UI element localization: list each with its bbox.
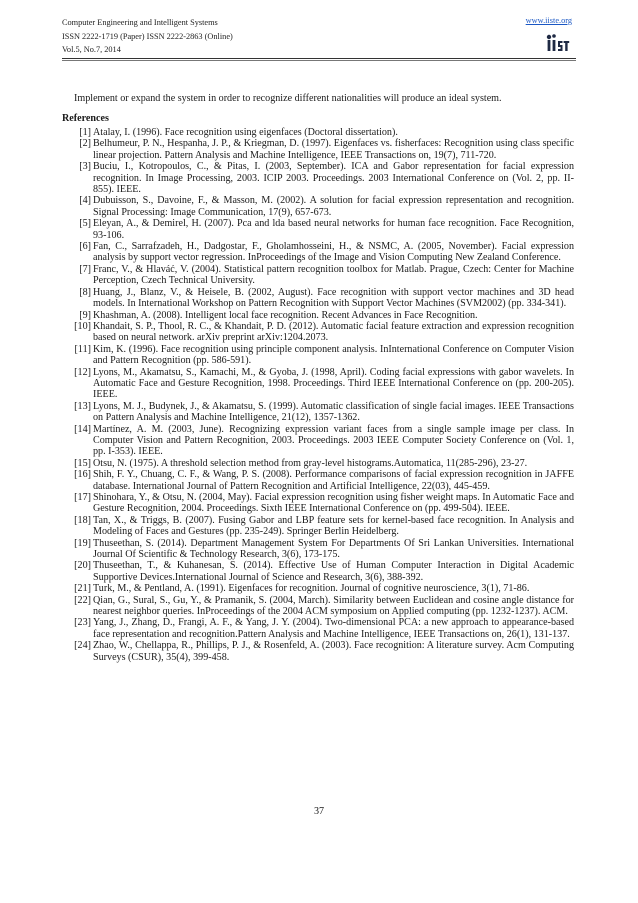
journal-volume: Vol.5, No.7, 2014: [62, 45, 121, 55]
reference-number: [1]: [79, 127, 91, 138]
reference-number: [7]: [79, 263, 91, 275]
journal-url-link[interactable]: www.iiste.org: [525, 16, 572, 25]
reference-text: Lyons, M. J., Budynek, J., & Akamatsu, S. (1999). Automatic classification of single facial images. IEEE Transactions on Pattern Analysis and Machine Intelligence, 21(12), 1357-1362.: [93, 400, 574, 424]
reference-item: [62, 617, 574, 640]
reference-text: Martínez, A. M. (2003, June). Recognizing expression variant faces from a single sample image per class. In Computer Vision and Pattern Recognition, 2003. Proceedings. 2003 IEEE Computer Society Conference on (Vol. 1, pp. I-353). IEEE.: [93, 423, 574, 458]
reference-item: [62, 138, 574, 161]
reference-text: Tan, X., & Triggs, B. (2007). Fusing Gabor and LBP feature sets for kernel-based face recognition. In Analysis and Modeling of Faces and Gestures (pp. 235-249). Springer Berlin Heidelberg.: [93, 514, 574, 538]
reference-list: [62, 127, 574, 663]
references-heading: References: [62, 113, 109, 124]
header-divider: [62, 58, 576, 59]
reference-item: [62, 492, 574, 515]
reference-item: [62, 287, 574, 310]
reference-number: [18]: [74, 514, 91, 526]
reference-text: Thuseethan, S. (2014). Department Management System For Departments Of Sri Lankan Universities. International Journal Of Scientific & Technology Research, 3(6), 173-175.: [93, 537, 574, 561]
reference-text: Franc, V., & Hlaváć, V. (2004). Statistical pattern recognition toolbox for Matlab. Prague, Czech: Center for Machine Perception, Czech Technical University.: [93, 263, 574, 287]
reference-item: [62, 538, 574, 561]
reference-text: Thuseethan, T., & Kuhanesan, S. (2014). Effective Use of Human Computer Interaction in Digital Academic Supportive Devices.International Journal of Science and Research, 3(6), 388-392.: [93, 560, 574, 583]
journal-header: [62, 16, 233, 57]
reference-number: [13]: [74, 400, 91, 412]
reference-item: [62, 560, 574, 583]
reference-item: [62, 515, 574, 538]
reference-item: [62, 344, 574, 367]
reference-number: [11]: [74, 343, 91, 355]
reference-item: [62, 241, 574, 264]
reference-number: [2]: [79, 138, 91, 150]
reference-text: Belhumeur, P. N., Hespanha, J. P., & Kriegman, D. (1997). Eigenfaces vs. fisherfaces: Recognition using class specific linear projection. Pattern Analysis and Machine Intelligence, IEEE Transactions on, 19(7), 711-720.: [93, 138, 574, 161]
reference-item: [62, 469, 574, 492]
reference-number: [20]: [74, 560, 91, 572]
reference-number: [6]: [79, 241, 91, 253]
header-divider-thin: [62, 60, 576, 61]
reference-text: Lyons, M., Akamatsu, S., Kamachi, M., & Gyoba, J. (1998, April). Coding facial expressions with gabor wavelets. In Automatic Face and Gesture Recognition, 1998. Proceedings. Third IEEE International Conference on (pp. 200-205). IEEE.: [93, 366, 574, 401]
reference-item: [62, 264, 574, 287]
reference-item: [62, 401, 574, 424]
reference-text: Turk, M., & Pentland, A. (1991). Eigenfaces for recognition. Journal of cognitive neuroscience, 3(1), 71-86.: [93, 583, 530, 595]
reference-text: Shinohara, Y., & Otsu, N. (2004, May). Facial expression recognition using fisher weight maps. In Automatic Face and Gesture Recognition, 2004. Proceedings. Sixth IEEE International Conference on (pp. 499-504). IEEE.: [93, 492, 574, 515]
reference-number: [23]: [74, 617, 91, 629]
reference-text: Huang, J., Blanz, V., & Heisele, B. (2002, August). Face recognition with support vector machines and 3D head models. In International Workshop on Pattern Recognition with Support Vector Machines (SVM2002) (pp. 334-341).: [93, 286, 574, 310]
reference-text: Shih, F. Y., Chuang, C. F., & Wang, P. S. (2008). Performance comparisons of facial expression recognition in JAFFE database. International Journal of Pattern Recognition and Artificial Intelligence, 22(03), 445-459.: [93, 469, 574, 492]
reference-number: [22]: [74, 594, 91, 606]
reference-item: [62, 583, 574, 594]
reference-item: [62, 595, 574, 618]
reference-text: Otsu, N. (1975). A threshold selection method from gray-level histograms.Automatica, 11(285-296), 23-27.: [93, 457, 528, 469]
reference-item: [62, 367, 574, 401]
reference-item: [62, 310, 574, 321]
reference-number: [4]: [79, 195, 91, 207]
reference-number: [10]: [74, 320, 91, 332]
reference-item: [62, 161, 574, 195]
reference-text: Dubuisson, S., Davoine, F., & Masson, M. (2002). A solution for facial expression representation and recognition. Signal Processing: Image Communication, 17(9), 657-673.: [93, 195, 574, 218]
reference-number: [24]: [74, 640, 91, 652]
reference-text: Qian, G., Sural, S., Gu, Y., & Pramanik, S. (2004, March). Similarity between Euclidean and cosine angle distance for nearest neighbor queries. InProceedings of the 2004 ACM symposium on Applied computing (pp. 1232-1237). ACM.: [93, 594, 574, 618]
reference-number: [12]: [74, 366, 91, 378]
reference-text: Kim, K. (1996). Face recognition using principle component analysis. InInternational Conference on Computer Vision and Pattern Recognition (pp. 586-591).: [93, 343, 574, 367]
reference-item: [62, 640, 574, 663]
iiste-logo-icon: [545, 32, 570, 52]
reference-item: [62, 195, 574, 218]
reference-number: [15]: [74, 457, 91, 469]
reference-text: Zhao, W., Chellappa, R., Phillips, P. J., & Rosenfeld, A. (2003). Face recognition: A literature survey. Acm Computing Surveys (CSUR), 35(4), 399-458.: [93, 640, 574, 663]
journal-name: Computer Engineering and Intelligent Systems: [62, 18, 218, 27]
reference-number: [17]: [74, 492, 91, 503]
reference-item: [62, 127, 574, 138]
reference-text: Khashman, A. (2008). Intelligent local face recognition. Recent Advances in Face Recognition.: [93, 309, 478, 321]
reference-text: Khandait, S. P., Thool, R. C., & Khandait, P. D. (2012). Automatic facial feature extraction and expression recognition based on neural network. arXiv preprint arXiv:1204.2073.: [93, 320, 574, 344]
page-number: 37: [313, 806, 325, 817]
reference-text: Buciu, I., Kotropoulos, C., & Pitas, I. (2003, September). ICA and Gabor representation for facial expression recognition. In Image Processing, 2003. ICIP 2003. Proceedings. 2003 International Conference on (Vol. 2, pp. II-855). IEEE.: [93, 161, 574, 196]
reference-item: [62, 321, 574, 344]
reference-number: [5]: [79, 218, 91, 230]
reference-text: Eleyan, A., & Demirel, H. (2007). Pca and lda based neural networks for human face recognition. Face Recognition, 93-106.: [93, 218, 574, 241]
reference-number: [8]: [79, 286, 91, 298]
reference-number: [3]: [79, 161, 91, 173]
journal-issn: ISSN 2222-1719 (Paper) ISSN 2222-2863 (Online): [62, 31, 233, 41]
reference-text: Fan, C., Sarrafzadeh, H., Dadgostar, F., Gholamhosseini, H., & NSMC, A. (2005, November). Facial expression analysis by support vector regression. InProceedings of the Image and Vision Computing New Zealand Conference.: [93, 241, 574, 264]
reference-number: [9]: [79, 309, 91, 321]
reference-text: Atalay, I. (1996). Face recognition using eigenfaces (Doctoral dissertation).: [93, 127, 398, 138]
reference-number: [16]: [74, 469, 91, 481]
intro-paragraph: Implement or expand the system in order to recognize different nationalities will produce an ideal system.: [74, 93, 502, 104]
reference-number: [14]: [74, 423, 91, 435]
reference-item: [62, 218, 574, 241]
reference-number: [19]: [74, 537, 91, 549]
reference-number: [21]: [74, 583, 91, 595]
reference-item: [62, 458, 574, 469]
reference-text: Yang, J., Zhang, D., Frangi, A. F., & Yang, J. Y. (2004). Two-dimensional PCA: a new approach to appearance-based face representation and recognition.Pattern Analysis and Machine Intelligence, IEEE Transactions on, 26(1), 131-137.: [93, 617, 574, 640]
reference-item: [62, 424, 574, 458]
